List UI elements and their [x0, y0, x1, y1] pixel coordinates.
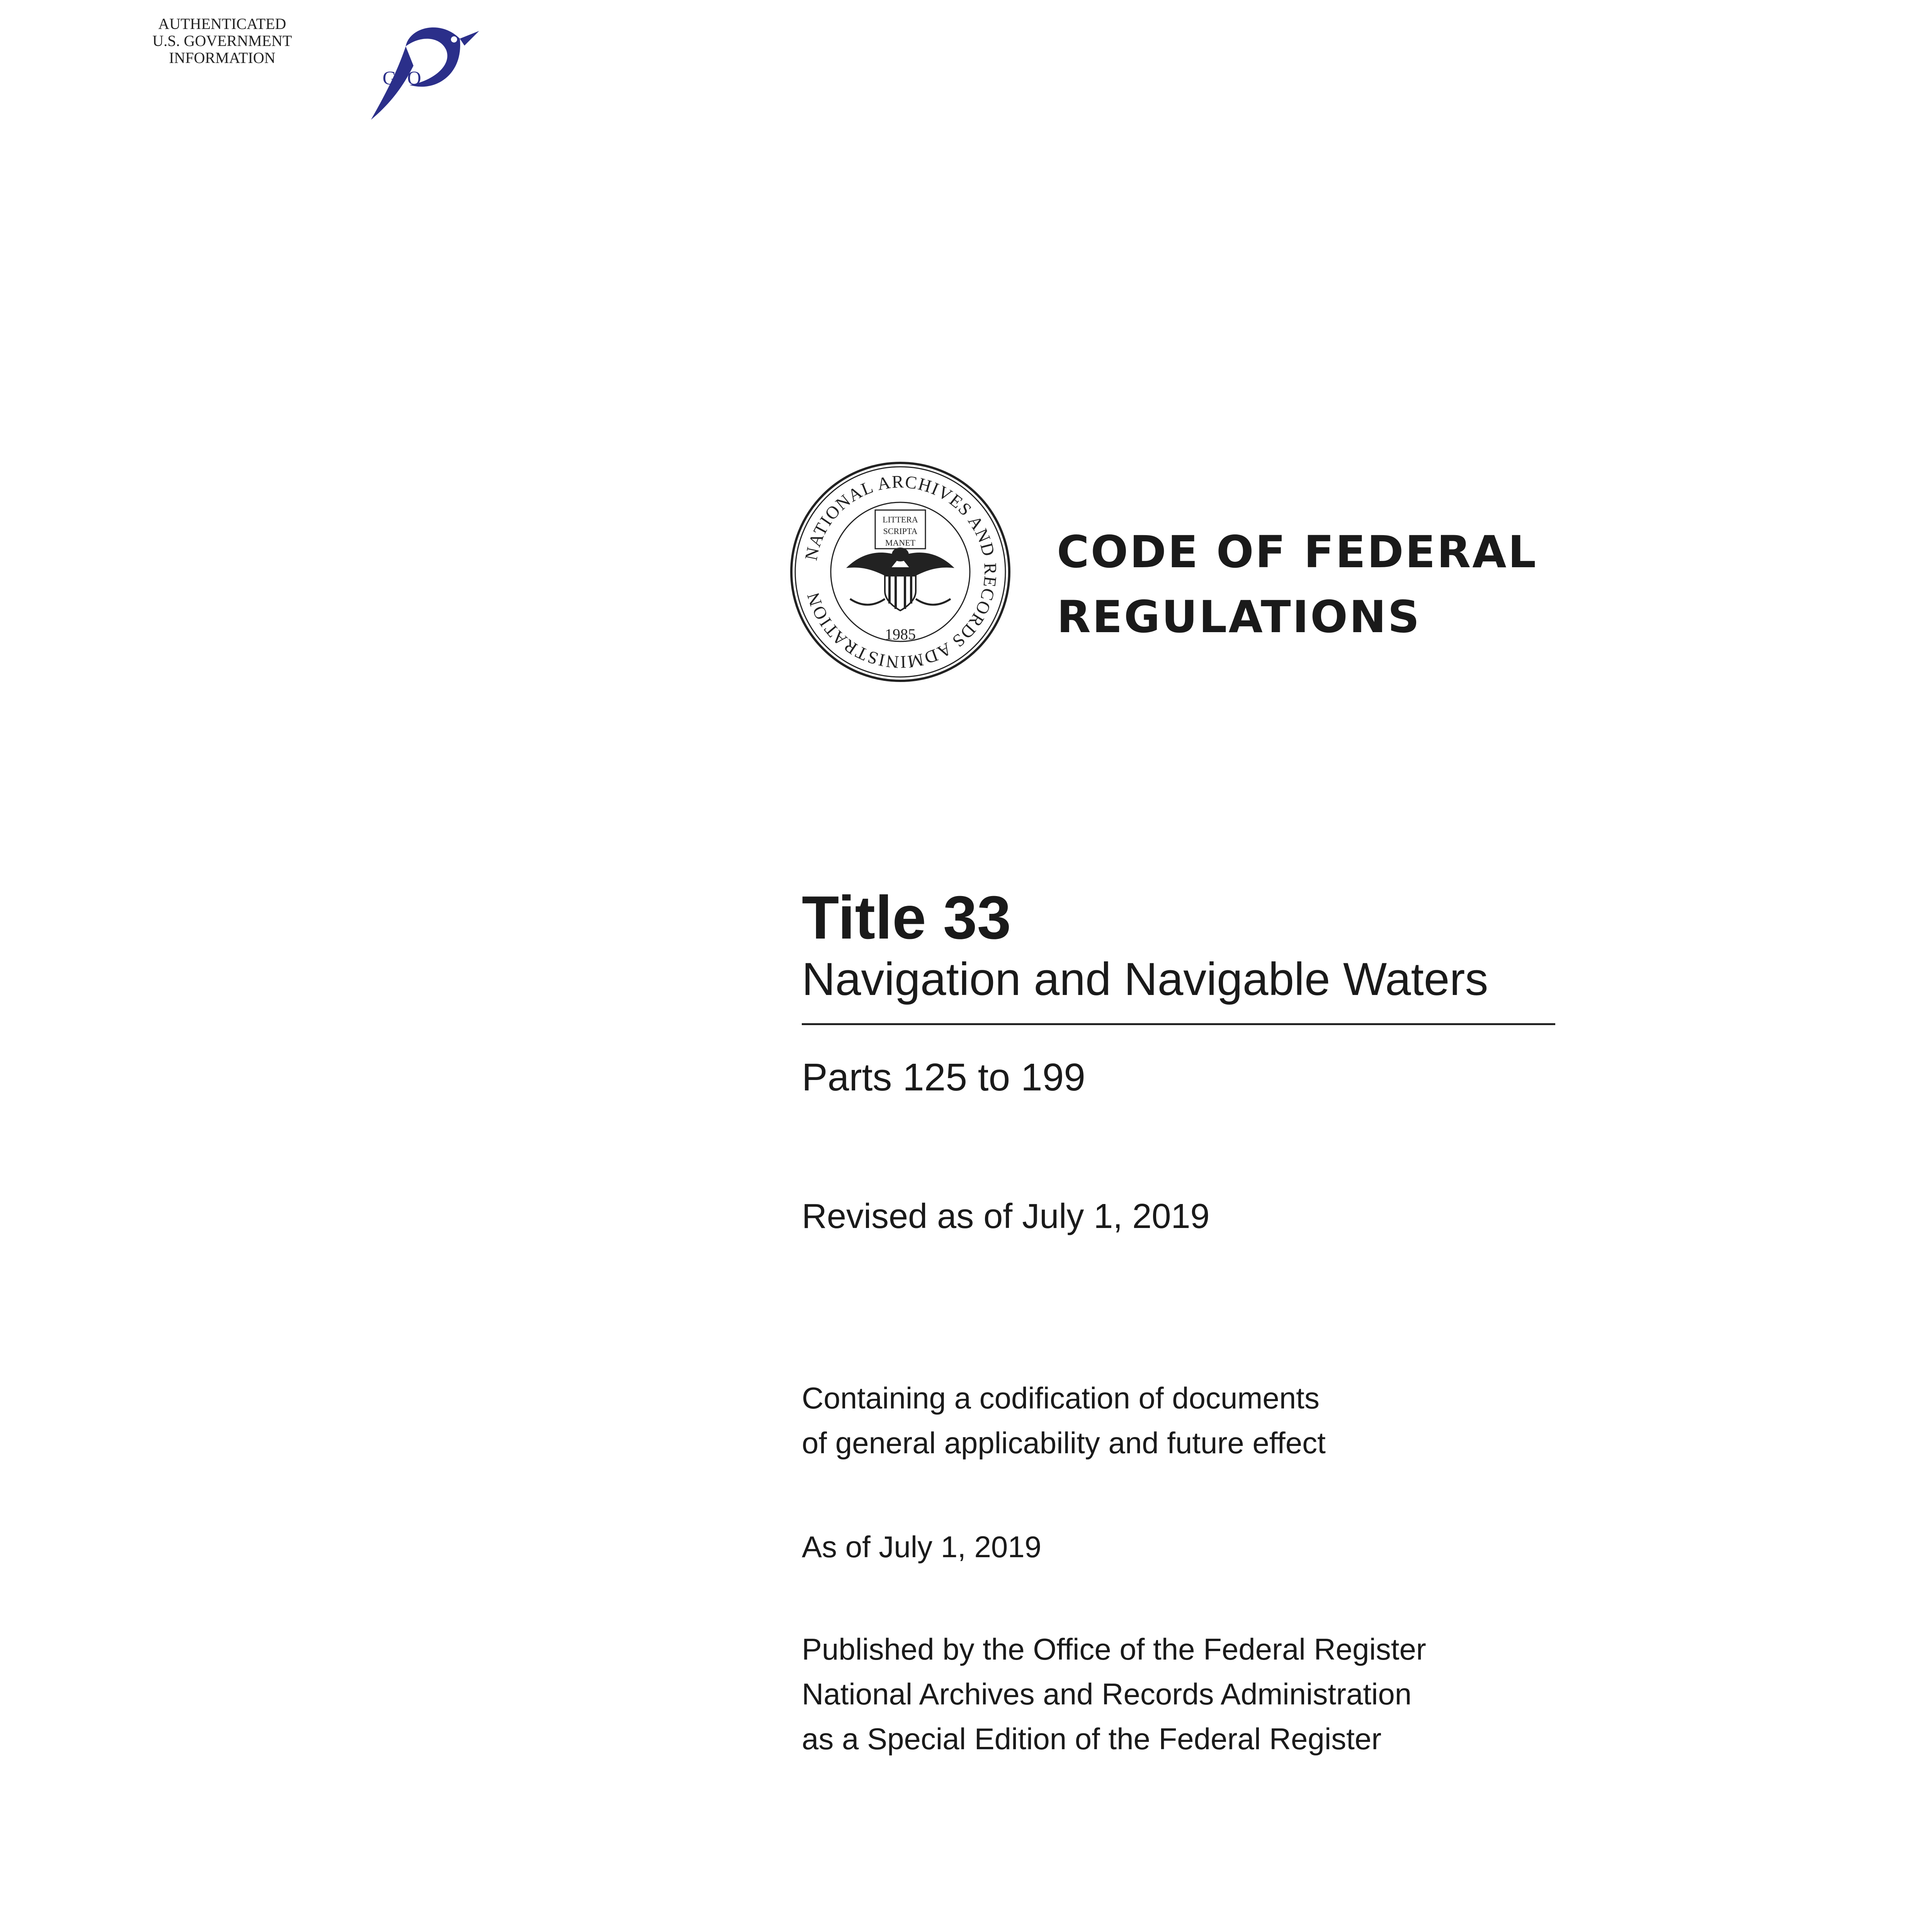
publisher-line: Published by the Office of the Federal Register	[802, 1632, 1426, 1666]
publisher-statement	[802, 1627, 1575, 1761]
title-name: Navigation and Navigable Waters	[802, 953, 1488, 1005]
description-line: Containing a codification of documents	[802, 1381, 1320, 1415]
seal-motto-line: MANET	[885, 538, 916, 548]
parts-range: Parts 125 to 199	[802, 1056, 1085, 1099]
gpo-badge-line: INFORMATION	[169, 49, 276, 66]
olive-branch-icon	[850, 599, 885, 605]
cfr-heading-line: REGULATIONS	[1057, 591, 1421, 643]
seal-year: 1985	[885, 626, 916, 643]
cfr-heading	[1057, 520, 1537, 650]
description-line: of general applicability and future effect	[802, 1426, 1326, 1460]
revision-date: Revised as of July 1, 2019	[802, 1197, 1210, 1236]
publisher-line: National Archives and Records Administration	[802, 1677, 1412, 1711]
gpo-badge-line: U.S. GOVERNMENT	[152, 32, 292, 49]
seal-motto-line: LITTERA	[883, 515, 918, 524]
as-of-date: As of July 1, 2019	[802, 1530, 1042, 1564]
gpo-badge-text	[147, 15, 298, 66]
cfr-heading-line: CODE OF FEDERAL	[1057, 526, 1538, 578]
gpo-badge-line: AUTHENTICATED	[158, 15, 286, 32]
codification-description	[802, 1376, 1575, 1465]
gpo-logo-text: GPO	[383, 67, 422, 88]
title-number: Title 33	[802, 884, 1011, 952]
seal-ring-text: NATIONAL ARCHIVES AND RECORDS ADMINISTRATION	[801, 471, 1001, 672]
shield-icon	[885, 568, 916, 611]
seal-motto-line: SCRIPTA	[883, 526, 918, 536]
gpo-authentication-badge	[147, 15, 422, 120]
title-block	[802, 885, 1555, 1238]
title-divider	[802, 1023, 1555, 1025]
publisher-line: as a Special Edition of the Federal Register	[802, 1722, 1382, 1756]
nara-seal	[788, 460, 1012, 684]
arrows-icon	[916, 599, 951, 605]
